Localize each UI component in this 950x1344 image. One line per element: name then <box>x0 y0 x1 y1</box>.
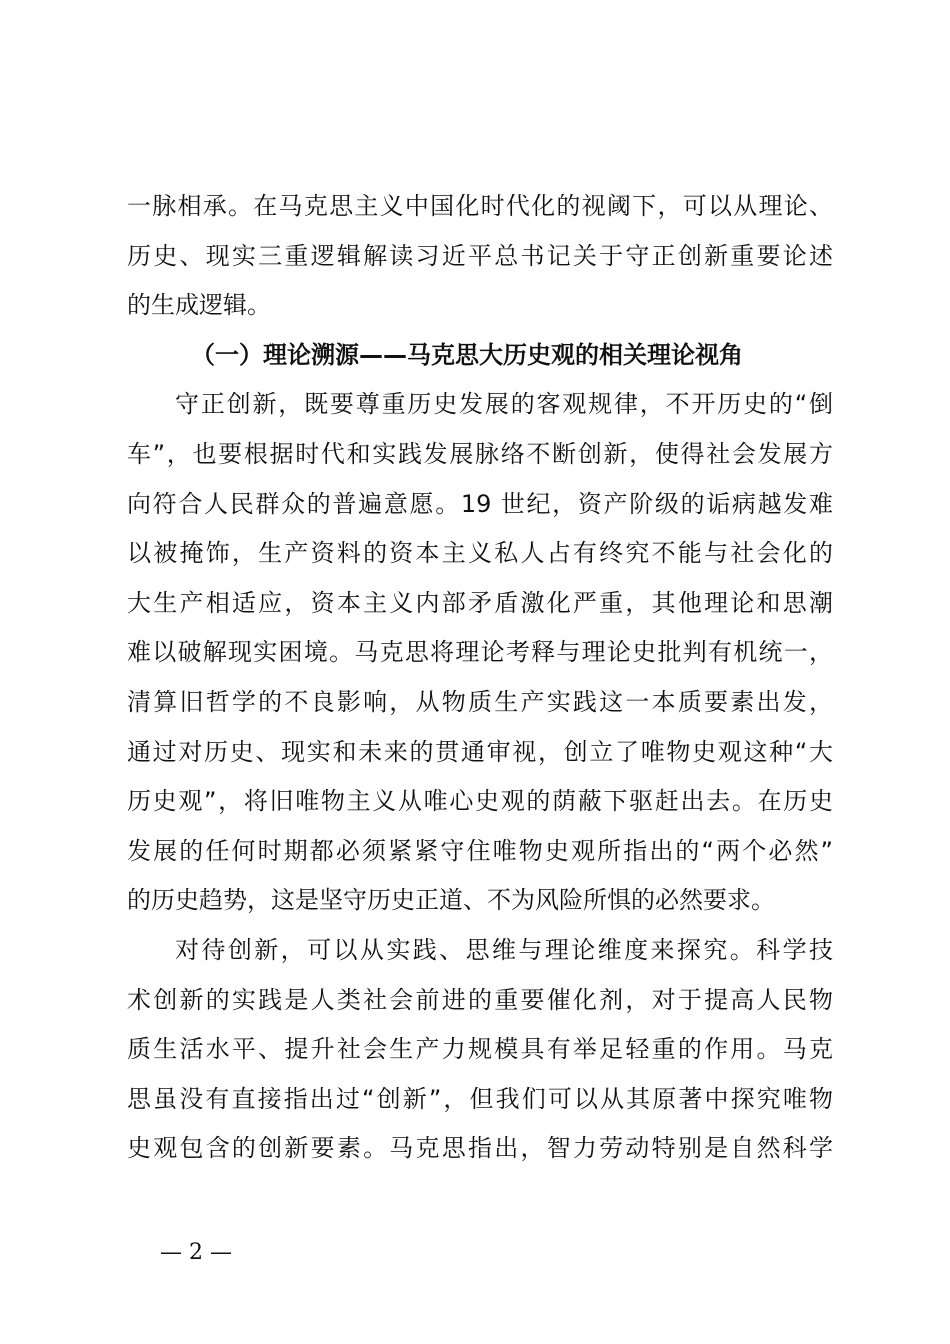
text-line: 通过对历史、现实和未来的贯通审视，创立了唯物史观这种“大 <box>127 737 833 766</box>
text-line: 向符合人民群众的普遍意愿。19 世纪，资产阶级的诟病越发难 <box>127 489 833 518</box>
text-line: 思虽没有直接指出过“创新”，但我们可以从其原著中探究唯物 <box>127 1084 833 1113</box>
text-line: 难以破解现实困境。马克思将理论考释与理论史批判有机统一， <box>127 638 833 667</box>
text-line: 车”，也要根据时代和实践发展脉络不断创新，使得社会发展方 <box>127 439 833 468</box>
text-line: 对待创新，可以从实践、思维与理论维度来探究。科学技 <box>175 935 833 964</box>
text-line: 历史观”，将旧唯物主义从唯心史观的荫蔽下驱赶出去。在历史 <box>127 787 833 816</box>
text-line: 大生产相适应，资本主义内部矛盾激化严重，其他理论和思潮 <box>127 588 833 617</box>
text-line: 发展的任何时期都必须紧紧守住唯物史观所指出的“两个必然” <box>127 836 833 865</box>
text-line: 一脉相承。在马克思主义中国化时代化的视阈下，可以从理论、 <box>127 192 833 220</box>
section-heading: （一）理论溯源——马克思大历史观的相关理论视角 <box>191 340 743 369</box>
text-line: 以被掩饰，生产资料的资本主义私人占有终究不能与社会化的 <box>127 539 833 568</box>
text-line: 术创新的实践是人类社会前进的重要催化剂，对于提高人民物 <box>127 985 833 1014</box>
text-line: 历史、现实三重逻辑解读习近平总书记关于守正创新重要论述 <box>127 241 833 270</box>
text-line: 质生活水平、提升社会生产力规模具有举足轻重的作用。马克 <box>127 1035 833 1064</box>
text-line: 守正创新，既要尊重历史发展的客观规律，不开历史的“倒 <box>175 390 833 419</box>
text-line: 的生成逻辑。 <box>127 291 271 320</box>
page-number: — 2 — <box>160 1240 232 1265</box>
text-line: 史观包含的创新要素。马克思指出，智力劳动特别是自然科学 <box>127 1134 833 1163</box>
text-line: 的历史趋势，这是坚守历史正道、不为风险所惧的必然要求。 <box>127 886 775 915</box>
body-text <box>127 182 833 1174</box>
text-line: 清算旧哲学的不良影响，从物质生产实践这一本质要素出发， <box>127 687 833 716</box>
